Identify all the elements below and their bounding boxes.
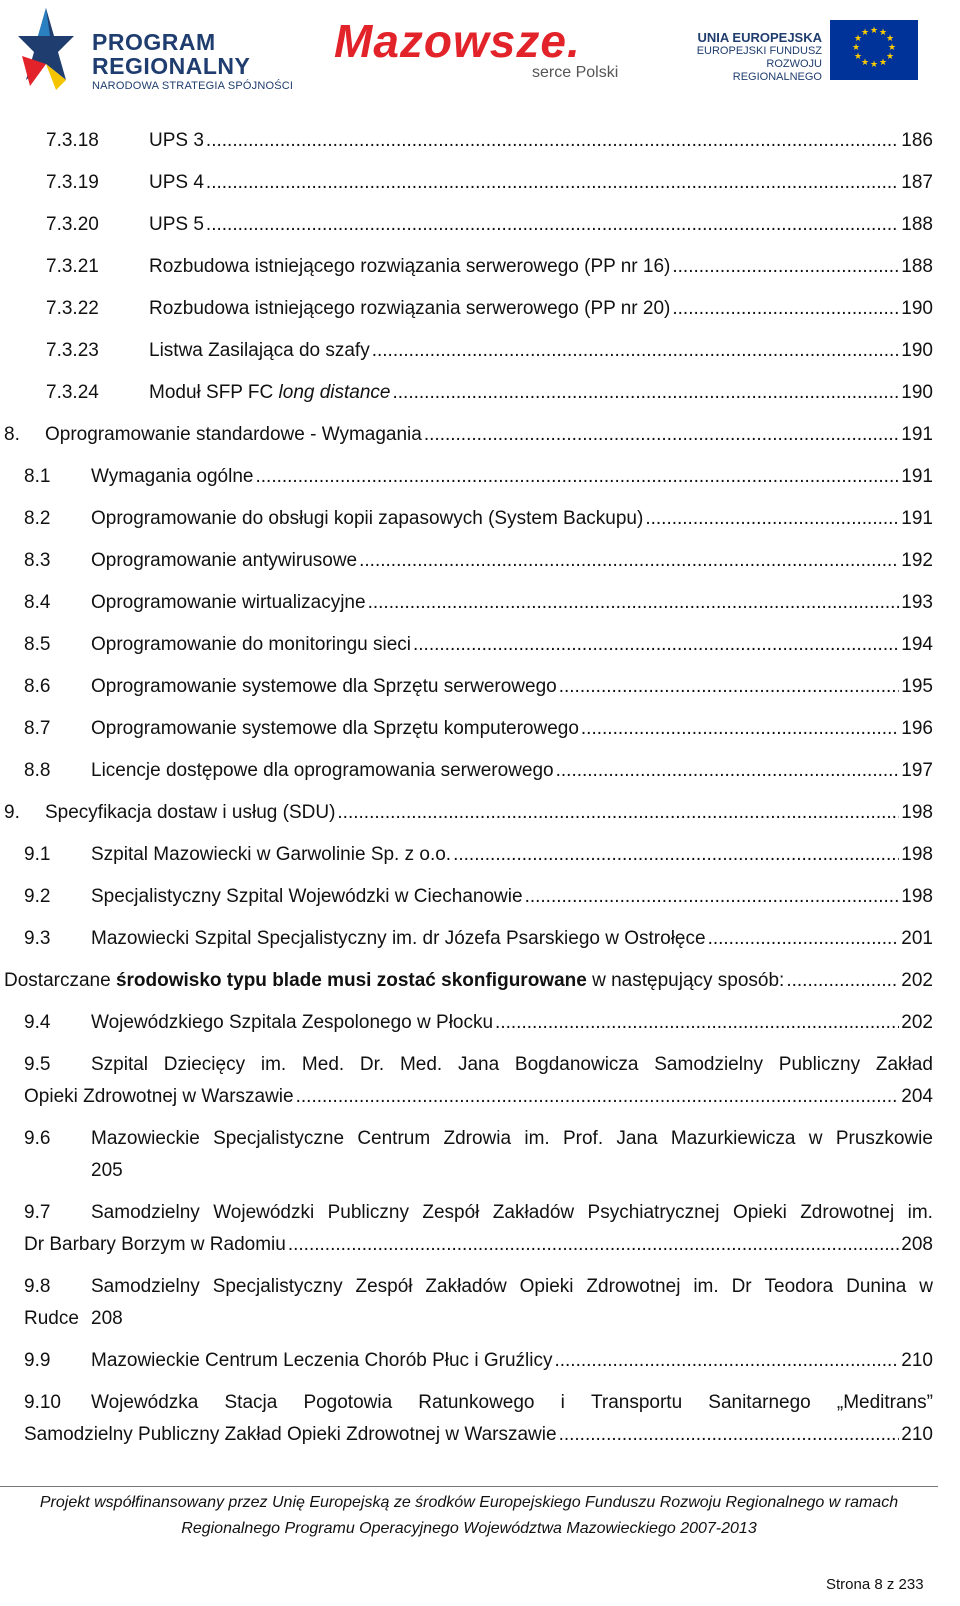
toc-leader (525, 886, 900, 908)
toc-number: 9.7 (24, 1202, 51, 1223)
toc-leader (206, 130, 899, 152)
toc-word: Sanitarnego (708, 1392, 811, 1413)
svg-text:★: ★ (869, 60, 879, 70)
toc-leader (413, 634, 899, 656)
toc-entry[interactable] (0, 382, 960, 412)
toc-word: Samodzielny (654, 1054, 764, 1075)
toc-leader (581, 718, 899, 740)
toc-word: Zakładów (425, 1276, 507, 1297)
toc-entry[interactable] (0, 844, 960, 874)
toc-word: Dr. (359, 1054, 385, 1075)
toc-number: 7.3.19 (46, 172, 99, 193)
toc-title-italic: long distance (278, 382, 391, 403)
toc-leader (393, 382, 900, 404)
toc-number: 8. (4, 424, 20, 445)
toc-word: Specjalistyczne (213, 1128, 345, 1149)
toc-title-line2: Opieki Zdrowotnej w Warszawie (24, 1086, 294, 1107)
toc-number: 7.3.18 (46, 130, 99, 151)
toc-word: im. (524, 1128, 550, 1149)
toc-page: 208 (901, 1234, 933, 1255)
toc-leader (672, 256, 899, 278)
toc-entry[interactable] (0, 760, 960, 790)
toc-word: Med. (301, 1054, 345, 1075)
toc-title-line2: Rudce (24, 1308, 79, 1329)
toc-page: 208 (91, 1308, 123, 1329)
toc-entry[interactable] (0, 466, 960, 496)
toc-word: Dunina (846, 1276, 907, 1297)
program-line2: REGIONALNY (92, 53, 251, 79)
toc-leader (368, 592, 900, 614)
toc-entry[interactable] (0, 718, 960, 748)
page-footer (0, 1490, 938, 1542)
toc-word: Samodzielny (91, 1276, 200, 1297)
svg-text:★: ★ (860, 58, 870, 68)
toc-entry[interactable] (0, 1012, 960, 1042)
toc-leader (559, 676, 900, 698)
toc-page: 188 (901, 214, 933, 235)
toc-number: 7.3.24 (46, 382, 99, 403)
toc-number: 7.3.23 (46, 340, 99, 361)
toc-number: 9.8 (24, 1276, 51, 1297)
toc-word: Transportu (590, 1392, 683, 1413)
toc-word: Teodora (764, 1276, 834, 1297)
toc-title: Rozbudowa istniejącego rozwiązania serwerowego (PP nr 16) (149, 256, 671, 277)
toc-page: 186 (901, 130, 933, 151)
toc-entry[interactable] (0, 1054, 960, 1118)
toc-leader (337, 802, 899, 824)
toc-entry[interactable] (0, 886, 960, 916)
mazowsze-wordmark: Mazowsze. (334, 15, 581, 67)
toc-word: Dziecięcy (163, 1054, 246, 1075)
toc-word: Szpital (91, 1054, 149, 1075)
toc-page: 192 (901, 550, 933, 571)
svg-text:★: ★ (869, 26, 879, 36)
toc-word: im. (693, 1276, 719, 1297)
toc-entry[interactable] (0, 634, 960, 664)
eu-logo (680, 20, 920, 83)
toc-number: 8.8 (24, 760, 51, 781)
svg-text:★: ★ (885, 52, 895, 62)
toc-word: Zakładów (492, 1202, 575, 1223)
toc-word: Prof. (562, 1128, 604, 1149)
toc-number: 9.9 (24, 1350, 51, 1371)
toc-leader (255, 466, 899, 488)
toc-number: 7.3.20 (46, 214, 99, 235)
toc-leader (206, 214, 899, 236)
toc-word: Publiczny (327, 1202, 409, 1223)
toc-word: Pruszkowie (835, 1128, 933, 1149)
toc-title: Oprogramowanie systemowe dla Sprzętu komputerowego (91, 718, 579, 739)
mazowsze-logo (334, 14, 634, 94)
toc-entry[interactable] (0, 256, 960, 286)
toc-entry[interactable] (0, 970, 960, 1000)
toc-page: 205 (91, 1160, 123, 1181)
toc-title: Licencje dostępowe dla oprogramowania serwerowego (91, 760, 554, 781)
toc-word: Jana (457, 1054, 500, 1075)
toc-word: Bogdanowicza (514, 1054, 639, 1075)
toc-page: 210 (901, 1350, 933, 1371)
toc-page: 191 (901, 424, 933, 445)
toc-word: Stacja (224, 1392, 278, 1413)
toc-page: 204 (901, 1086, 933, 1107)
svg-text:★: ★ (887, 43, 897, 53)
toc-title: Oprogramowanie systemowe dla Sprzętu serwerowego (91, 676, 557, 697)
toc-word: Wojewódzki (213, 1202, 315, 1223)
toc-entry[interactable] (0, 1202, 960, 1266)
toc-entry[interactable] (0, 508, 960, 538)
toc-word: Zdrowia (443, 1128, 512, 1149)
toc-number: 8.6 (24, 676, 51, 697)
toc-title: Oprogramowanie wirtualizacyjne (91, 592, 366, 613)
toc-title-line1 (91, 1054, 933, 1076)
toc-title: Szpital Mazowiecki w Garwolinie Sp. z o.o. (91, 844, 452, 865)
mazowsze-tagline: serce Polski (532, 64, 619, 81)
toc-word: Zakład (875, 1054, 933, 1075)
toc-entry[interactable] (0, 298, 960, 328)
toc-leader (556, 760, 900, 782)
toc-page: 190 (901, 298, 933, 319)
footer-line1: Projekt współfinansowany przez Unię Europejską ze środków Europejskiego Funduszu Rozwoju Regionalnego w ramach (39, 1494, 899, 1511)
footer-line2: Regionalnego Programu Operacyjnego Województwa Mazowieckiego 2007-2013 (181, 1520, 757, 1537)
toc-leader (786, 970, 899, 992)
svg-text:★: ★ (878, 58, 888, 68)
toc-word: Pogotowia (303, 1392, 393, 1413)
toc-title: Rozbudowa istniejącego rozwiązania serwerowego (PP nr 20) (149, 298, 671, 319)
toc-page: 187 (901, 172, 933, 193)
toc-entry[interactable] (0, 676, 960, 706)
toc-leader (288, 1234, 899, 1256)
toc-title: Wymagania ogólne (91, 466, 254, 487)
toc-number: 9.6 (24, 1128, 51, 1149)
program-line3: NARODOWA STRATEGIA SPÓJNOŚCI (92, 80, 294, 92)
toc-word: Opieki (519, 1276, 574, 1297)
toc-leader (672, 298, 899, 320)
toc-title-part: Dostarczane (4, 970, 116, 991)
program-star-icon (16, 6, 76, 92)
toc-title-part: Moduł SFP FC (149, 382, 279, 403)
toc-leader (424, 424, 899, 446)
toc-title: Oprogramowanie do monitoringu sieci (91, 634, 411, 655)
toc-leader (645, 508, 899, 530)
toc-entry[interactable] (0, 1350, 960, 1380)
toc-word: Zespół (422, 1202, 480, 1223)
toc-number: 9.2 (24, 886, 51, 907)
toc-number: 9.5 (24, 1054, 51, 1075)
toc-title: Mazowiecki Szpital Specjalistyczny im. dr Józefa Psarskiego w Ostrołęce (91, 928, 706, 949)
toc-title-line2: Samodzielny Publiczny Zakład Opieki Zdrowotnej w Warszawie (24, 1424, 557, 1445)
toc-word: Zespół (355, 1276, 413, 1297)
toc-title-line1 (91, 1202, 933, 1224)
toc-word: Publiczny (778, 1054, 861, 1075)
svg-text:★: ★ (860, 28, 870, 38)
toc-entry[interactable] (0, 928, 960, 958)
eu-line1: UNIA EUROPEJSKA (697, 30, 822, 45)
toc-entry[interactable] (0, 214, 960, 244)
toc-word: Mazowieckie (91, 1128, 200, 1149)
toc-entry[interactable] (0, 592, 960, 622)
toc-word: „Meditrans” (836, 1392, 933, 1413)
toc-word: Opieki (732, 1202, 787, 1223)
toc-title (149, 382, 391, 404)
page-number: Strona 8 z 233 (826, 1576, 924, 1593)
toc-page: 198 (901, 802, 933, 823)
toc-page: 193 (901, 592, 933, 613)
eu-line2: EUROPEJSKI FUNDUSZ (696, 45, 822, 57)
toc-title-part: w następujący sposób: (586, 970, 785, 991)
toc-word: w (919, 1276, 933, 1297)
toc-word: Zdrowotnej (586, 1276, 681, 1297)
toc-leader (296, 1086, 900, 1108)
toc-title (4, 970, 784, 992)
toc-word: Wojewódzka (91, 1392, 199, 1413)
toc-word: Psychiatrycznej (587, 1202, 720, 1223)
toc-page: 191 (901, 466, 933, 487)
toc-word: Samodzielny (91, 1202, 200, 1223)
toc-word: Dr (731, 1276, 752, 1297)
toc-word: Zdrowotnej (800, 1202, 895, 1223)
toc-entry[interactable] (0, 1276, 960, 1340)
toc-leader (206, 172, 899, 194)
toc-page: 201 (901, 928, 933, 949)
toc-title: UPS 5 (149, 214, 204, 235)
toc-page: 202 (901, 1012, 933, 1033)
toc-leader (554, 1350, 899, 1372)
page-header (0, 0, 960, 100)
toc-entry[interactable] (0, 424, 960, 454)
toc-number: 8.7 (24, 718, 51, 739)
toc-word: im. (260, 1054, 287, 1075)
toc-page: 194 (901, 634, 933, 655)
toc-number: 9.10 (24, 1392, 61, 1413)
toc-word: Centrum (357, 1128, 431, 1149)
toc-title-line2: Dr Barbary Borzym w Radomiu (24, 1234, 286, 1255)
toc-word: Med. (399, 1054, 443, 1075)
toc-title: Oprogramowanie standardowe - Wymagania (45, 424, 422, 445)
toc-number: 7.3.22 (46, 298, 99, 319)
eu-line3: ROZWOJU REGIONALNEGO (732, 58, 822, 83)
toc-title: Oprogramowanie antywirusowe (91, 550, 358, 571)
toc-page: 190 (901, 382, 933, 403)
toc-number: 8.3 (24, 550, 51, 571)
toc-entry[interactable] (0, 172, 960, 202)
toc-number: 8.4 (24, 592, 51, 613)
toc-entry[interactable] (0, 130, 960, 160)
toc-title: Specyfikacja dostaw i usług (SDU) (45, 802, 336, 823)
toc-word: i (560, 1392, 565, 1413)
toc-word: w (808, 1128, 823, 1149)
toc-page: 190 (901, 340, 933, 361)
svg-text:★: ★ (853, 34, 863, 44)
toc-leader (359, 550, 899, 572)
toc-leader (495, 1012, 899, 1034)
toc-entry[interactable] (0, 1392, 960, 1456)
toc-number: 7.3.21 (46, 256, 99, 277)
toc-word: Ratunkowego (418, 1392, 535, 1413)
toc-leader (453, 844, 899, 866)
toc-title: UPS 3 (149, 130, 204, 151)
toc-entry[interactable] (0, 802, 960, 832)
toc-title-line1 (91, 1276, 933, 1298)
toc-title: UPS 4 (149, 172, 204, 193)
toc-title: Specjalistyczny Szpital Wojewódzki w Ciechanowie (91, 886, 523, 907)
eu-flag-icon (830, 20, 918, 80)
toc-leader (708, 928, 900, 950)
svg-text:★: ★ (885, 34, 895, 44)
toc-number: 8.2 (24, 508, 51, 529)
toc-title-line1 (91, 1128, 933, 1150)
toc-page: 188 (901, 256, 933, 277)
toc-title-bold: środowisko typu blade musi zostać skonfigurowane (115, 970, 587, 991)
toc-word: Mazurkiewicza (670, 1128, 796, 1149)
toc-page: 198 (901, 844, 933, 865)
toc-page: 210 (901, 1424, 933, 1445)
toc-number: 9.4 (24, 1012, 51, 1033)
svg-text:★: ★ (853, 52, 863, 62)
toc-word: im. (907, 1202, 933, 1223)
toc-page: 198 (901, 886, 933, 907)
toc-page: 202 (901, 970, 933, 991)
toc-entry[interactable] (0, 550, 960, 580)
svg-text:★: ★ (851, 43, 861, 53)
toc-page: 191 (901, 508, 933, 529)
toc-page: 195 (901, 676, 933, 697)
toc-word: Jana (616, 1128, 658, 1149)
svg-text:★: ★ (878, 28, 888, 38)
toc-number: 9.3 (24, 928, 51, 949)
toc-leader (559, 1424, 900, 1446)
toc-page: 196 (901, 718, 933, 739)
toc-title: Listwa Zasilająca do szafy (149, 340, 370, 361)
toc-title: Oprogramowanie do obsługi kopii zapasowych (System Backupu) (91, 508, 644, 529)
toc-leader (372, 340, 900, 362)
program-line1: PROGRAM (92, 29, 216, 55)
toc-word: Specjalistyczny (212, 1276, 343, 1297)
toc-title: Mazowieckie Centrum Leczenia Chorób Płuc i Gruźlicy (91, 1350, 553, 1371)
program-regionalny-logo (16, 6, 306, 94)
toc-number: 8.1 (24, 466, 51, 487)
toc-title-line1 (91, 1392, 933, 1414)
toc-title: Wojewódzkiego Szpitala Zespolonego w Płocku (91, 1012, 494, 1033)
toc-entry[interactable] (0, 1128, 960, 1192)
toc-number: 8.5 (24, 634, 51, 655)
toc-number: 9. (4, 802, 20, 823)
toc-number: 9.1 (24, 844, 51, 865)
toc-entry[interactable] (0, 340, 960, 370)
toc-page: 197 (901, 760, 933, 781)
footer-divider (0, 1486, 938, 1487)
